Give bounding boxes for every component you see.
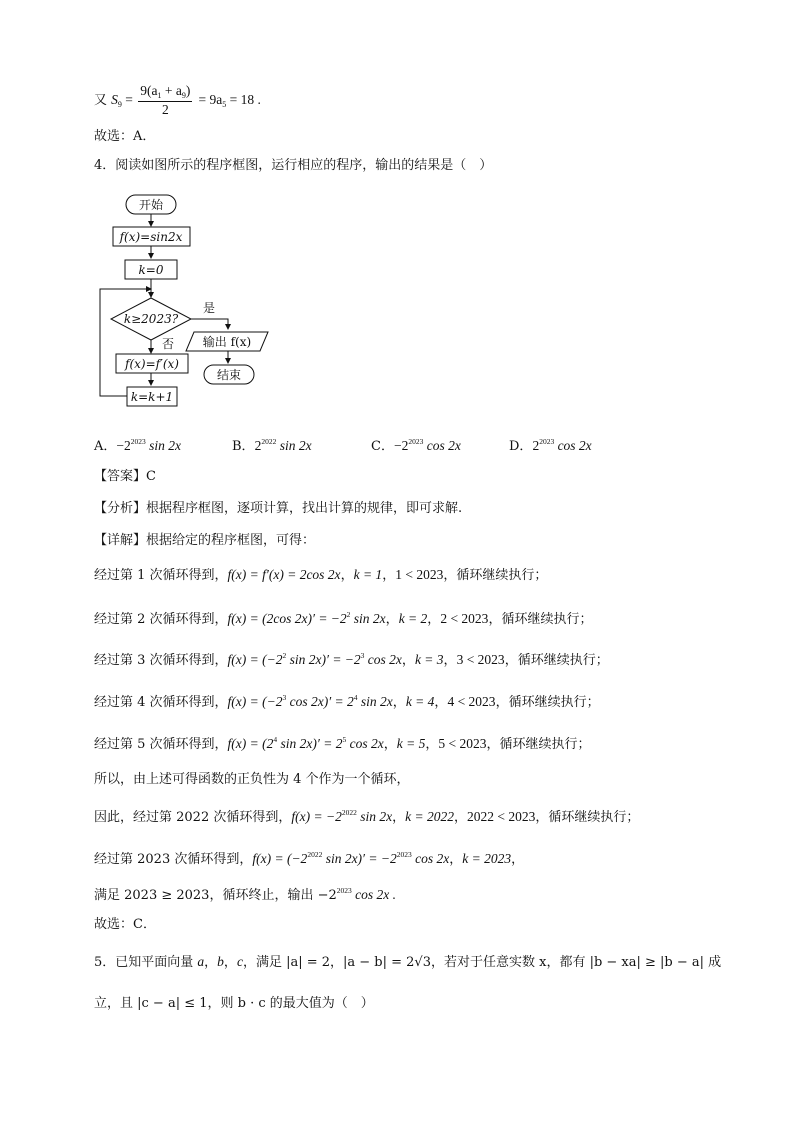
- loop-post: ，循环继续执行；: [495, 695, 600, 710]
- detail-tag: 【详解】: [94, 533, 147, 548]
- option-a: [94, 437, 181, 457]
- loop-post: ，循环继续执行；: [535, 810, 640, 825]
- loop-exp2: 4: [353, 693, 358, 702]
- loop-line-2: 经过第 2 次循环得到，f(x) = (2cos $2x)' = -2^2$ sin 2x，k = 2，2 < 2023，循环继续执行；: [94, 610, 593, 627]
- text-pre: 又: [94, 93, 108, 108]
- loop-post: ，: [511, 852, 525, 867]
- fraction-numerator: [138, 83, 192, 102]
- loop-cmp: 1 < 2023: [395, 567, 444, 582]
- q5-sep1: ，: [204, 955, 218, 970]
- option-b-func: sin 2x: [276, 438, 312, 453]
- option-b-label: B．: [232, 439, 255, 454]
- q5-sep2: ，: [223, 955, 237, 970]
- loop-exp: 3: [282, 693, 287, 702]
- option-c-label: C．: [371, 439, 394, 454]
- fraction: [138, 83, 192, 118]
- loop-k: k = 2023: [462, 851, 512, 866]
- vector-a: a: [197, 954, 205, 969]
- loop-post: ，循环继续执行；: [488, 612, 593, 627]
- num-close: ): [185, 83, 191, 98]
- loop-k: k = 2: [398, 611, 428, 626]
- vector-b: b: [217, 954, 224, 969]
- num-a: 9(a: [140, 83, 158, 98]
- option-c: [371, 437, 461, 457]
- flow-assign-f-label: f(x)=sin2x: [119, 230, 183, 244]
- loop-pre: 经过第 2023 次循环得到，: [94, 852, 253, 867]
- detail-line: [94, 532, 315, 550]
- loop-cmp: 2022 < 2023: [466, 809, 536, 824]
- answer-line: [94, 468, 156, 486]
- loop-line-3: 经过第 3 次循环得到，$f(x) = (-2^2$ $\sin 2x)' = -2^3$ cos 2x，k = 3，3 < 2023，循环继续执行；: [94, 651, 609, 668]
- loop-f: f(x) = −2: [291, 809, 342, 824]
- math-eq2: = 9a: [198, 92, 223, 107]
- flow-update-k-label: k=k+1: [130, 390, 174, 404]
- option-a-exp: 2023: [130, 437, 146, 446]
- loop-pre: 经过第 5 次循环得到，: [94, 737, 228, 752]
- loop-exp: 2: [346, 610, 351, 619]
- loop-f2: sin 2x: [356, 809, 393, 824]
- option-c-exp: 2023: [408, 437, 424, 446]
- loop-line-2022: 因此，经过第 2022 次循环得到，$f(x) = -2^{2022}$ sin 2x，k = 2022，2022 < 2023，循环继续执行；: [94, 808, 640, 825]
- q5-text-b: ，满足 |a| = 2，|a − b| = 2√3，若对于任意实数 x，都有 |b − xa| ≥ |b − a| 成: [242, 955, 722, 970]
- choice-a-line: 故选：A．: [94, 129, 156, 144]
- final-exp: 2023: [336, 886, 352, 895]
- loop-line-4: 经过第 4 次循环得到，$f(x) = (-2^3$ $\cos 2x)' = 2^4$ sin 2x，k = 4，4 < 2023，循环继续执行；: [94, 693, 600, 710]
- analysis-text: 根据程序框图，逐项计算，找出计算的规律，即可求解.: [146, 501, 463, 516]
- loop-k: k = 1: [353, 567, 383, 582]
- loop-line-2023: 经过第 2023 次循环得到，$f(x) = (-2^{2022}$ $\sin 2x)' = -2^{2023}$ cos 2x，k = 2023，: [94, 850, 525, 867]
- option-d: [509, 437, 592, 457]
- final-post: cos 2x .: [351, 887, 397, 902]
- detail-text: 根据给定的程序框图，可得：: [146, 533, 316, 548]
- loop-pre: 因此，经过第 2022 次循环得到，: [94, 810, 292, 825]
- loop-exp: 2022: [307, 850, 323, 859]
- flowchart: [96, 190, 286, 422]
- loop-post: ，循环继续执行；: [504, 653, 609, 668]
- loop-f2: sin 2x)′ = −2: [286, 652, 361, 667]
- q5-text-a: 5．已知平面向量: [94, 955, 198, 970]
- flow-end-label: 结束: [216, 368, 242, 382]
- loop-cmp: 5 < 2023: [438, 736, 487, 751]
- option-d-base: 2: [532, 438, 540, 453]
- answer-text: C: [146, 469, 156, 484]
- loop-exp2: 2023: [396, 850, 412, 859]
- loop-pre: 经过第 3 次循环得到，: [94, 653, 228, 668]
- loop-f: f(x) = (−2: [227, 652, 283, 667]
- loop-k: k = 3: [414, 652, 444, 667]
- answer-tag: 【答案】: [94, 469, 147, 484]
- loop-k: k = 5: [396, 736, 426, 751]
- option-a-func: sin 2x: [145, 438, 182, 453]
- loop-f3: cos 2x: [346, 736, 384, 751]
- flow-no-label: 否: [161, 337, 175, 351]
- loop-exp: 2022: [341, 808, 357, 817]
- option-a-label: A．: [94, 439, 117, 454]
- flow-update-f-label: f(x)=f′(x): [125, 357, 179, 371]
- loop-line-5: 经过第 5 次循环得到，$f(x) = (2^4$ $\sin 2x)' = 2^5$ cos 2x，k = 5，5 < 2023，循环继续执行；: [94, 735, 591, 752]
- loop-f2: cos 2x)′ = 2: [286, 694, 354, 709]
- flow-start-label: 开始: [138, 198, 164, 212]
- loop-exp2: 5: [342, 735, 347, 744]
- loop-pre: 经过第 4 次循环得到，: [94, 695, 228, 710]
- math-sub: 9: [117, 100, 122, 109]
- loop-exp: 4: [273, 735, 278, 744]
- loop-f3: sin 2x: [357, 694, 393, 709]
- loop-k: k = 2022: [405, 809, 454, 824]
- option-b: [232, 437, 312, 457]
- num-plus: + a: [161, 83, 182, 98]
- choice-c-line: 故选：C．: [94, 917, 156, 932]
- loop-cmp: 2 < 2023: [440, 611, 489, 626]
- math-eq3: = 18 .: [226, 92, 261, 107]
- option-d-label: D．: [509, 439, 533, 454]
- option-c-base: −2: [393, 438, 409, 453]
- loop-f: f(x) = (2cos 2x)′ = −2: [227, 611, 347, 626]
- loop-pre: 经过第 2 次循环得到，: [94, 612, 228, 627]
- loop-exp2: 3: [360, 651, 365, 660]
- summary-line: 所以，由上述可得函数的正负性为 4 个作为一个循环，: [94, 772, 410, 787]
- loop-f: f(x) = (−2: [227, 694, 283, 709]
- option-d-exp: 2023: [539, 437, 555, 446]
- option-a-base: −2: [116, 438, 131, 453]
- loop-f2: sin 2x)′ = −2: [322, 851, 397, 866]
- math-S: S: [111, 92, 118, 107]
- num-sub2: 9: [181, 91, 186, 100]
- loop-f3: cos 2x: [364, 652, 402, 667]
- num-sub1: 1: [157, 91, 162, 100]
- fraction-denominator: 2: [161, 102, 169, 117]
- option-b-base: 2: [254, 438, 262, 453]
- question-5-line-1: [94, 953, 721, 972]
- analysis-tag: 【分析】: [94, 501, 147, 516]
- loop-f: f(x) = (2: [227, 736, 274, 751]
- flow-output-label: 输出 f(x): [202, 335, 252, 349]
- loop-pre: 经过第 1 次循环得到，: [94, 568, 228, 583]
- analysis-line: [94, 500, 462, 518]
- loop-post: ，循环继续执行；: [486, 737, 591, 752]
- option-b-exp: 2022: [261, 437, 277, 446]
- loop-line-1: 经过第 1 次循环得到，f(x) = f′(x) = 2cos 2x，k = 1，1 < 2023，循环继续执行；: [94, 567, 548, 583]
- vector-c: c: [236, 954, 243, 969]
- loop-k: k = 4: [405, 694, 435, 709]
- loop-f2: sin 2x: [350, 611, 386, 626]
- flow-assign-k-label: k=0: [138, 263, 164, 277]
- loop-f2: sin 2x)′ = 2: [277, 736, 343, 751]
- loop-exp: 2: [282, 651, 287, 660]
- math-sub5: 5: [222, 100, 227, 109]
- loop-post: ，循环继续执行；: [443, 568, 548, 583]
- final-line: [94, 886, 396, 906]
- option-c-func: cos 2x: [423, 438, 461, 453]
- loop-f: f(x) = (−2: [252, 851, 308, 866]
- question-4: 4．阅读如图所示的程序框图，运行相应的程序，输出的结果是（ ）: [94, 158, 493, 173]
- math-eq: =: [121, 92, 137, 107]
- option-d-func: cos 2x: [554, 438, 592, 453]
- flow-yes-label: 是: [202, 301, 216, 315]
- loop-cmp: 3 < 2023: [456, 652, 505, 667]
- loop-f3: cos 2x: [411, 851, 450, 866]
- solution-line-s9: [94, 83, 261, 118]
- flow-condition-label: k≥2023?: [123, 312, 179, 326]
- final-pre: 满足 2023 ≥ 2023，循环终止，输出 −2: [94, 888, 337, 903]
- question-5-line-2: 立，且 |c − a| ≤ 1，则 b · c 的最大值为（ ）: [94, 996, 374, 1011]
- loop-f: f(x) = f′(x) = 2cos 2x: [227, 567, 341, 582]
- loop-cmp: 4 < 2023: [447, 694, 496, 709]
